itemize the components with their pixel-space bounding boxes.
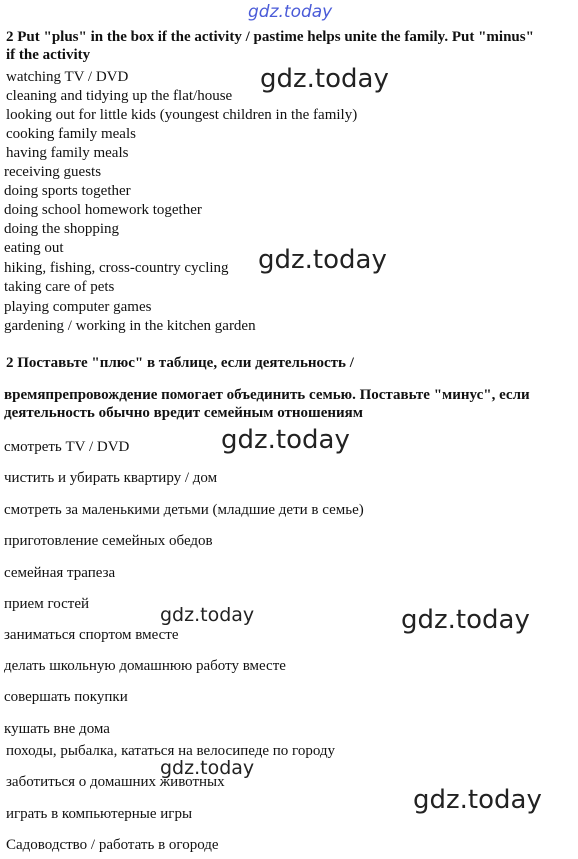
watermark: gdz.today bbox=[221, 425, 350, 455]
watermark: gdz.today bbox=[160, 604, 255, 626]
list-item: doing sports together bbox=[4, 183, 131, 199]
list-item: doing the shopping bbox=[4, 221, 119, 237]
list-item: gardening / working in the kitchen garden bbox=[4, 318, 256, 334]
list-item: taking care of pets bbox=[4, 279, 115, 295]
list-item: заботиться о домашних животных bbox=[6, 774, 225, 790]
list-item: походы, рыбалка, кататься на велосипеде по городу bbox=[6, 743, 336, 759]
list-item: смотреть TV / DVD bbox=[4, 439, 130, 455]
list-item: watching TV / DVD bbox=[6, 69, 129, 85]
list-item: заниматься спортом вместе bbox=[4, 627, 179, 643]
watermark: gdz.today bbox=[258, 245, 387, 275]
list-item: Садоводство / работать в огороде bbox=[6, 837, 219, 853]
list-item: cooking family meals bbox=[6, 126, 136, 142]
list-item: семейная трапеза bbox=[4, 565, 116, 581]
watermark: gdz.today bbox=[401, 605, 530, 635]
list-item: играть в компьютерные игры bbox=[6, 806, 193, 822]
list-item: cleaning and tidying up the flat/house bbox=[6, 88, 233, 104]
watermark: gdz.today bbox=[260, 64, 389, 94]
list-item: кушать вне дома bbox=[4, 721, 110, 737]
list-item: смотреть за маленькими детьми (младшие дети в семье) bbox=[4, 502, 364, 518]
list-item: прием гостей bbox=[4, 596, 90, 612]
list-item: looking out for little kids (youngest children in the family) bbox=[6, 107, 358, 123]
list-item: делать школьную домашнюю работу вместе bbox=[4, 658, 286, 674]
list-item: having family meals bbox=[6, 145, 129, 161]
exercise-heading-ru-2: времяпрепровождение помогает объединить семью. Поставьте "минус", если деятельность обычно вредит семейным отношениям bbox=[4, 387, 530, 421]
watermark: gdz.today bbox=[413, 785, 542, 815]
list-item: совершать покупки bbox=[4, 689, 128, 705]
exercise-heading-ru-1: 2 Поставьте "плюс" в таблице, если деятельность / bbox=[6, 355, 354, 371]
watermark-top: gdz.today bbox=[248, 2, 333, 22]
watermark: gdz.today bbox=[160, 757, 255, 779]
list-item: eating out bbox=[4, 240, 64, 256]
list-item: приготовление семейных обедов bbox=[4, 533, 213, 549]
list-item: receiving guests bbox=[4, 164, 102, 180]
list-item: doing school homework together bbox=[4, 202, 202, 218]
exercise-heading-en: 2 Put "plus" in the box if the activity / pastime helps unite the family. Put "minus" if the activity bbox=[6, 29, 534, 63]
list-item: чистить и убирать квартиру / дом bbox=[4, 470, 218, 486]
list-item: playing computer games bbox=[4, 299, 152, 315]
list-item: hiking, fishing, cross-country cycling bbox=[4, 260, 229, 276]
